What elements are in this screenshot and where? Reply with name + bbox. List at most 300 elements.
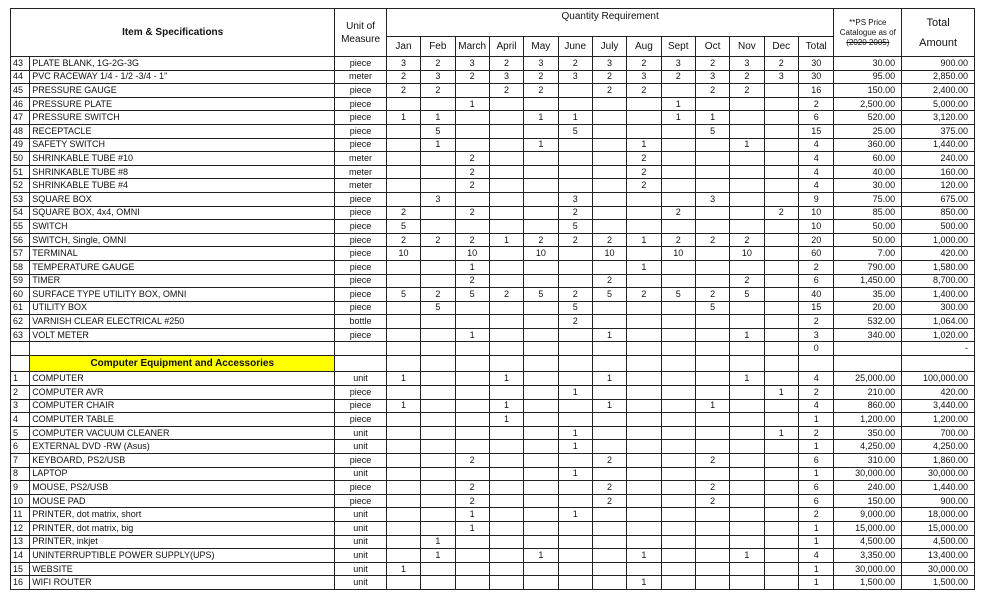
month-qty [661,386,695,400]
month-qty [421,274,455,288]
month-qty: 2 [455,206,489,220]
month-qty [558,97,592,111]
month-qty [524,301,558,315]
month-qty [764,152,798,166]
item-total: 4 [798,399,834,413]
item-unit: piece [335,57,387,71]
item-unit: piece [335,111,387,125]
section-cell [558,356,592,372]
item-price: 2,500.00 [834,97,902,111]
month-qty [695,206,729,220]
table-row [11,399,975,413]
month-qty: 2 [627,84,661,98]
item-name: VOLT METER [30,328,335,342]
table-row [11,386,975,400]
month-qty: 3 [421,70,455,84]
month-qty [386,165,420,179]
month-qty: 1 [455,97,489,111]
month-qty: 2 [695,481,729,495]
item-number: 49 [11,138,30,152]
month-qty: 1 [455,328,489,342]
item-price: 60.00 [834,152,902,166]
month-qty [489,192,523,206]
month-qty: 2 [627,165,661,179]
month-qty [661,440,695,454]
item-name: COMPUTER TABLE [30,413,335,427]
table-row [11,192,975,206]
month-qty [695,426,729,440]
item-unit: piece [335,138,387,152]
month-qty [455,467,489,481]
month-qty [455,301,489,315]
month-qty [524,372,558,386]
month-qty: 2 [455,165,489,179]
item-unit: piece [335,220,387,234]
month-qty [524,562,558,576]
item-price: 35.00 [834,288,902,302]
month-qty [764,535,798,549]
month-header: Aug [627,37,661,57]
month-qty [489,440,523,454]
month-qty: 1 [627,138,661,152]
month-qty: 2 [764,57,798,71]
item-total: 2 [798,386,834,400]
section-cell [11,356,30,372]
item-number: 1 [11,372,30,386]
item-number: 57 [11,247,30,261]
month-qty [524,508,558,522]
item-price: 1,200.00 [834,413,902,427]
month-qty [455,315,489,329]
month-qty: 1 [661,97,695,111]
item-name: SAFETY SWITCH [30,138,335,152]
month-qty: 2 [455,179,489,193]
month-qty [627,399,661,413]
month-qty: 1 [627,576,661,590]
month-qty [421,522,455,536]
month-qty [764,84,798,98]
item-unit: unit [335,522,387,536]
month-qty [695,165,729,179]
month-qty [730,179,764,193]
month-qty [764,179,798,193]
month-qty [695,562,729,576]
month-qty: 1 [524,138,558,152]
month-qty [455,220,489,234]
month-qty [627,413,661,427]
item-total: 6 [798,481,834,495]
month-qty [455,192,489,206]
month-qty [627,97,661,111]
month-qty [730,454,764,468]
item-total: 2 [798,426,834,440]
item-total: 30 [798,70,834,84]
item-amount: 100,000.00 [902,372,975,386]
table-row [11,481,975,495]
month-qty [386,138,420,152]
item-number: 55 [11,220,30,234]
month-qty [730,152,764,166]
month-qty [764,399,798,413]
month-qty [764,494,798,508]
item-unit: piece [335,399,387,413]
month-qty: 2 [455,70,489,84]
section-cell [335,356,387,372]
month-qty: 5 [695,124,729,138]
item-amount: 500.00 [902,220,975,234]
item-amount: 3,120.00 [902,111,975,125]
item-name: TERMINAL [30,247,335,261]
month-qty [730,97,764,111]
item-name: PLATE BLANK, 1G-2G-3G [30,57,335,71]
month-qty [489,508,523,522]
month-qty [421,179,455,193]
table-row [11,124,975,138]
item-unit: piece [335,247,387,261]
table-row [11,57,975,71]
month-qty [421,481,455,495]
item-total: 2 [798,508,834,522]
month-qty [627,440,661,454]
month-qty [627,426,661,440]
month-qty: 1 [386,399,420,413]
month-qty [524,220,558,234]
month-qty: 3 [695,192,729,206]
month-header: Jan [386,37,420,57]
month-qty [558,454,592,468]
table-row [11,138,975,152]
month-qty [489,152,523,166]
month-qty [386,522,420,536]
item-name: SQUARE BOX [30,192,335,206]
section-header-row [11,356,975,372]
month-qty [627,454,661,468]
item-amount: 120.00 [902,179,975,193]
item-unit: piece [335,494,387,508]
month-qty [489,549,523,563]
item-amount: 675.00 [902,192,975,206]
month-qty [558,165,592,179]
item-amount: 240.00 [902,152,975,166]
month-qty: 2 [455,494,489,508]
month-qty: 10 [592,247,626,261]
month-qty: 2 [695,494,729,508]
month-qty [524,315,558,329]
month-qty [421,97,455,111]
item-number: 45 [11,84,30,98]
month-qty: 5 [695,301,729,315]
item-amount: 375.00 [902,124,975,138]
month-qty: 10 [730,247,764,261]
section-cell [489,356,523,372]
month-qty: 1 [764,386,798,400]
item-total: 15 [798,124,834,138]
item-unit: unit [335,508,387,522]
month-qty [558,152,592,166]
month-qty [455,576,489,590]
item-unit: bottle [335,315,387,329]
month-qty: 1 [592,399,626,413]
month-qty [421,372,455,386]
month-qty [421,152,455,166]
month-qty [661,454,695,468]
month-qty [627,467,661,481]
month-qty [764,111,798,125]
table-row [11,522,975,536]
item-unit: piece [335,413,387,427]
month-qty [661,576,695,590]
month-qty: 2 [489,84,523,98]
month-qty [386,576,420,590]
item-price: 4,500.00 [834,535,902,549]
month-qty: 10 [661,247,695,261]
month-qty [730,467,764,481]
blank-cell [730,342,764,356]
item-price: 360.00 [834,138,902,152]
month-qty [524,274,558,288]
month-qty [695,576,729,590]
item-name: SHRINKABLE TUBE #4 [30,179,335,193]
month-qty [592,535,626,549]
month-header: June [558,37,592,57]
total-header: Total [798,37,834,57]
item-number: 13 [11,535,30,549]
month-qty [489,467,523,481]
month-qty [524,440,558,454]
blank-cell [627,342,661,356]
item-amount: 4,250.00 [902,440,975,454]
month-qty [730,206,764,220]
month-qty [489,576,523,590]
month-qty [489,260,523,274]
month-qty: 1 [489,233,523,247]
month-header: May [524,37,558,57]
item-number: 16 [11,576,30,590]
month-qty [524,124,558,138]
table-row [11,549,975,563]
blank-cell [661,342,695,356]
month-qty [627,372,661,386]
month-qty [421,508,455,522]
month-qty [592,138,626,152]
item-amount: 2,850.00 [902,70,975,84]
item-total: 4 [798,549,834,563]
section-cell [902,356,975,372]
month-qty: 1 [489,413,523,427]
header-quantity-requirement: Quantity Requirement [386,9,834,37]
item-total: 40 [798,288,834,302]
month-qty: 2 [592,494,626,508]
month-qty: 1 [627,260,661,274]
month-qty [489,247,523,261]
item-name: MOUSE PAD [30,494,335,508]
item-price: 350.00 [834,426,902,440]
month-qty [730,576,764,590]
item-number: 43 [11,57,30,71]
month-qty: 3 [421,192,455,206]
month-qty: 2 [455,481,489,495]
item-name: COMPUTER [30,372,335,386]
item-total: 2 [798,97,834,111]
month-qty [661,426,695,440]
month-qty [661,301,695,315]
month-qty [489,301,523,315]
month-qty [764,481,798,495]
blank-total: 0 [798,342,834,356]
item-name: PRESSURE GAUGE [30,84,335,98]
month-qty [558,84,592,98]
table-row [11,413,975,427]
item-name: SHRINKABLE TUBE #8 [30,165,335,179]
month-qty: 5 [661,288,695,302]
month-qty [592,124,626,138]
month-qty [730,481,764,495]
month-qty [661,165,695,179]
item-name: MOUSE, PS2/USB [30,481,335,495]
month-qty [592,179,626,193]
month-qty [661,549,695,563]
month-qty: 5 [558,301,592,315]
month-qty: 1 [730,372,764,386]
header-total-amount [902,9,975,57]
item-amount: 1,500.00 [902,576,975,590]
item-total: 1 [798,576,834,590]
month-qty [421,206,455,220]
item-name: WIFI ROUTER [30,576,335,590]
month-qty [764,440,798,454]
month-qty [730,562,764,576]
month-qty: 1 [421,111,455,125]
item-total: 30 [798,57,834,71]
item-unit: piece [335,288,387,302]
month-qty: 3 [455,57,489,71]
item-total: 4 [798,165,834,179]
month-qty [764,467,798,481]
month-header: Oct [695,37,729,57]
item-unit: piece [335,386,387,400]
item-total: 15 [798,301,834,315]
item-number: 14 [11,549,30,563]
item-name: PRINTER, dot matrix, big [30,522,335,536]
month-qty: 5 [421,301,455,315]
month-qty [489,535,523,549]
blank-cell [11,342,30,356]
month-qty [627,315,661,329]
month-qty: 2 [386,84,420,98]
item-price: 150.00 [834,84,902,98]
month-qty [421,220,455,234]
section-cell [661,356,695,372]
month-qty [695,467,729,481]
month-qty [421,494,455,508]
month-qty [730,413,764,427]
item-amount: 15,000.00 [902,522,975,536]
month-qty [730,386,764,400]
month-qty [386,549,420,563]
month-qty: 2 [592,70,626,84]
month-qty [730,315,764,329]
month-qty [558,274,592,288]
month-qty [592,576,626,590]
item-price: 240.00 [834,481,902,495]
month-qty [730,192,764,206]
section-title: Computer Equipment and Accessories [30,356,335,372]
item-total: 1 [798,535,834,549]
month-qty: 2 [421,57,455,71]
month-qty [764,192,798,206]
item-name: LAPTOP [30,467,335,481]
item-unit: meter [335,179,387,193]
month-qty: 1 [730,138,764,152]
month-qty [592,165,626,179]
item-total: 1 [798,467,834,481]
item-name: WEBSITE [30,562,335,576]
item-number: 7 [11,454,30,468]
month-qty: 3 [558,192,592,206]
month-qty: 2 [592,454,626,468]
month-qty [764,288,798,302]
item-amount: 8,700.00 [902,274,975,288]
item-number: 60 [11,288,30,302]
month-qty: 2 [455,233,489,247]
month-qty [730,165,764,179]
item-price: 30.00 [834,179,902,193]
item-number: 58 [11,260,30,274]
month-qty [661,179,695,193]
item-unit: unit [335,372,387,386]
month-qty [524,454,558,468]
item-unit: piece [335,97,387,111]
item-unit: piece [335,274,387,288]
month-qty [764,576,798,590]
table-row [11,440,975,454]
item-number: 11 [11,508,30,522]
month-qty [489,328,523,342]
item-number: 52 [11,179,30,193]
item-name: COMPUTER CHAIR [30,399,335,413]
month-header: Nov [730,37,764,57]
month-qty [661,274,695,288]
table-row [11,111,975,125]
item-unit: unit [335,576,387,590]
month-header: April [489,37,523,57]
month-qty [386,535,420,549]
month-qty: 5 [455,288,489,302]
month-qty [421,386,455,400]
month-qty [627,301,661,315]
item-unit: meter [335,152,387,166]
blank-amount: - [902,342,975,356]
month-qty [489,386,523,400]
month-qty [421,440,455,454]
item-total: 6 [798,274,834,288]
item-name: PRINTER, dot matrix, short [30,508,335,522]
month-qty [661,84,695,98]
month-qty [489,562,523,576]
month-qty [386,124,420,138]
month-qty: 2 [421,288,455,302]
item-name: PRESSURE PLATE [30,97,335,111]
item-number: 2 [11,386,30,400]
month-qty [592,111,626,125]
month-qty [764,522,798,536]
month-qty [558,138,592,152]
month-qty: 3 [489,70,523,84]
month-qty [592,426,626,440]
month-qty [627,192,661,206]
month-qty [524,192,558,206]
blank-cell [764,342,798,356]
